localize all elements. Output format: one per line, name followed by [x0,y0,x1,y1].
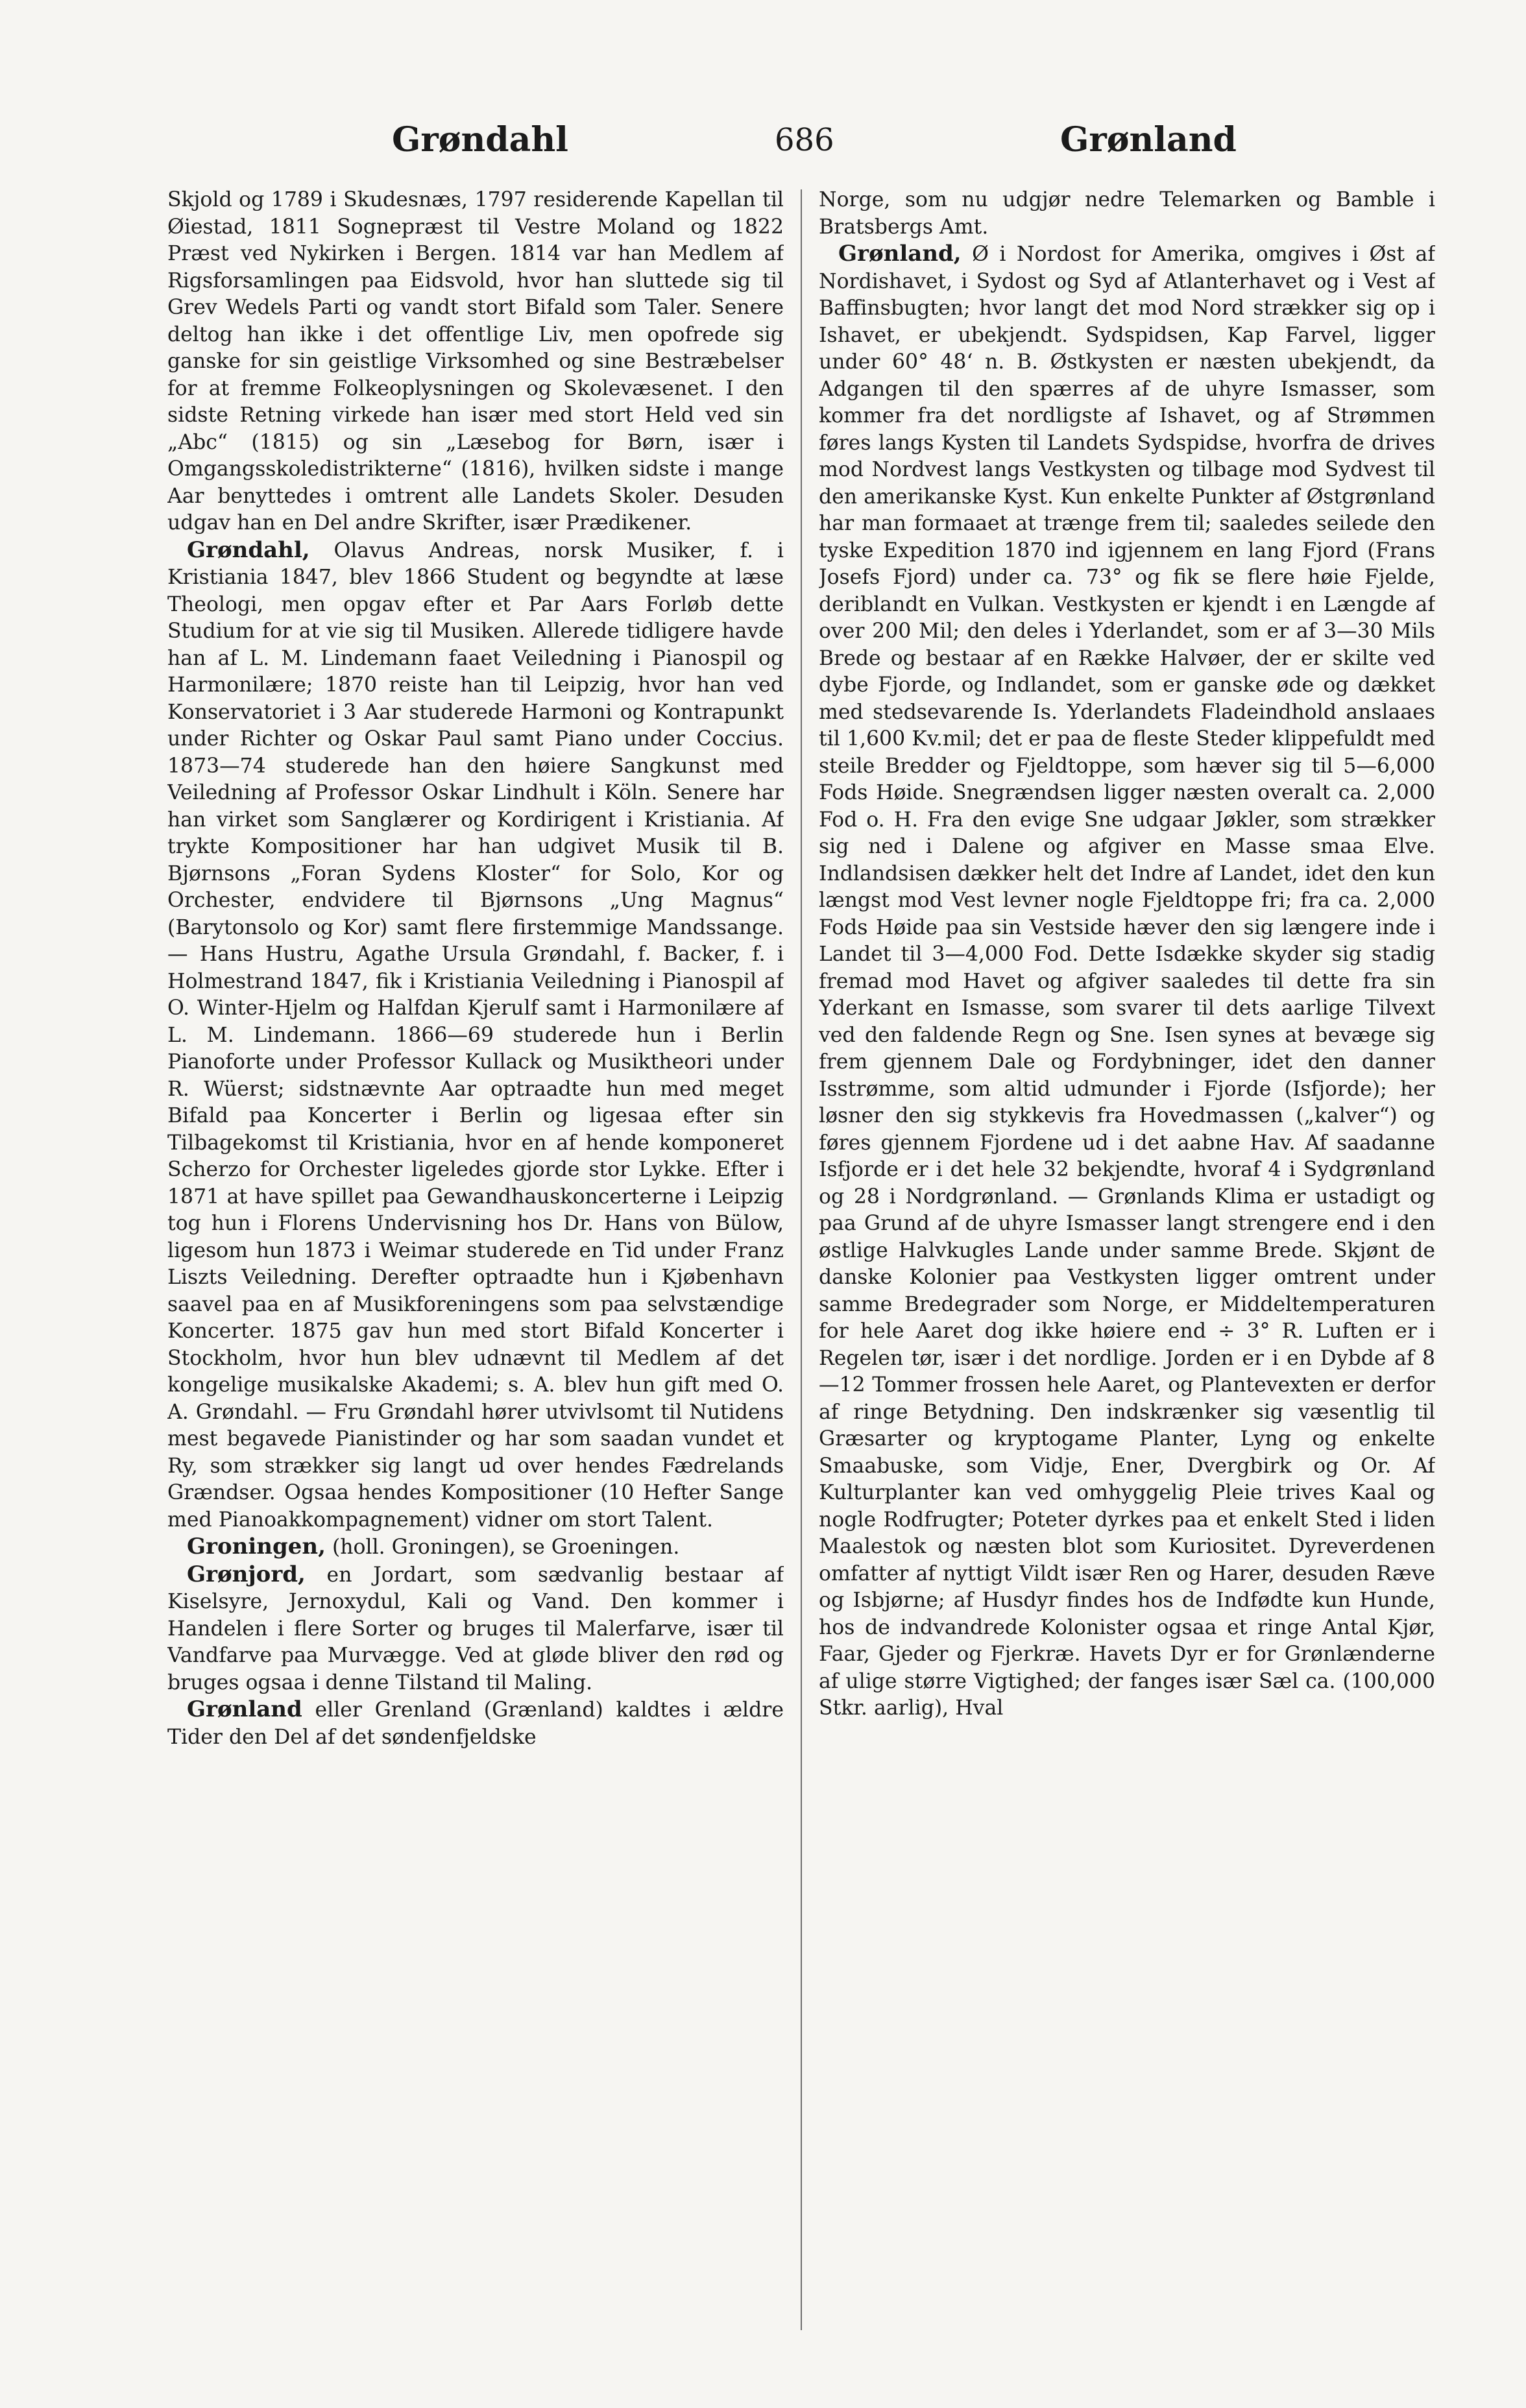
entry-gronland-district [167,1696,784,1751]
entry-body: (holl. Groningen), se Groeningen. [332,1535,680,1559]
right-column [819,187,1435,2341]
entry-gronland-island [819,241,1435,1722]
entry-headword: Grønjord, [187,1561,306,1587]
entry-groningen [167,1534,784,1561]
entry-continuation [167,187,784,537]
header-left-guideword: Grøndahl [392,120,568,160]
entry-body: Skjold og 1789 i Skudesnæs, 1797 residerende Kapellan til Øiestad, 1811 Sognepræst til Vestre Moland og 1822 Præst ved Nykirken i Bergen. 1814 var han Medlem af Rigsforsamlingen paa Eidsvold, hvor han sluttede sig til Grev Wedels Parti og vandt stort Bifald som Taler. Senere deltog han ikke i det offentlige Liv, men opofrede sig ganske for sin geistlige Virksomhed og sine Bestræbelser for at fremme Folkeoplysningen og Skolevæsenet. I den sidste Retning virkede han især med stort Held ved sin „Abc“ (1815) og sin „Læsebog for Børn, især i Omgangsskoledistrikterne“ (1816), hvilken sidste i mange Aar benyttedes i omtrent alle Landets Skoler. Desuden udgav han en Del andre Skrifter, især Prædikener. [167,188,784,535]
header-right-guideword: Grønland [1060,120,1237,160]
entry-body: Ø i Nordost for Amerika, omgives i Øst af Nordishavet, i Sydost og Syd af Atlanterhavet og i Vest af Baffinsbugten; hvor langt det mod Nord strækker sig op i Ishavet, er ubekjendt. Sydspidsen, Kap Farvel, ligger under 60° 48‘ n. B. Østkysten er næsten ubekjendt, da Adgangen til den spærres af de uhyre Ismasser, som kommer fra det nordligste af Ishavet, og af Strømmen føres langs Kysten til Landets Sydspidse, hvorfra de drives mod Nordvest langs Vestkysten og tilbage mod Sydvest til den amerikanske Kyst. Kun enkelte Punkter af Østgrønland har man formaaet at trænge frem til; saaledes seilede den tyske Expedition 1870 ind igjennem en lang Fjord (Frans Josefs Fjord) under ca. 73° og fik se flere høie Fjelde, deriblandt en Vulkan. Vestkysten er kjendt i en Længde af over 200 Mil; den deles i Yderlandet, som er af 3—30 Mils Brede og bestaar af en Række Halvøer, der er skilte ved dybe Fjorde, og Indlandet, som er ganske øde og dækket med stedsevarende Is. Yderlandets Fladeindhold anslaaes til 1,600 Kv.mil; det er paa de fleste Steder klippefuldt med steile Bredder og Fjeldtoppe, som hæver sig til 5—6,000 Fods Høide. Snegrændsen ligger næsten overalt ca. 2,000 Fod o. H. Fra den evige Sne udgaar Jøkler, som strækker sig ned i Dalene og afgiver en Masse smaa Elve. Indlandsisen dækker helt det Indre af Landet, idet den kun længst mod Vest levner nogle Fjeldtoppe fri; fra ca. 2,000 Fods Høide paa sin Vestside hæver den sig længere inde i Landet til 3—4,000 Fod. Dette Isdække skyder sig stadig fremad mod Havet og afgiver saaledes til dette fra sin Yderkant en Ismasse, som svarer til dets aarlige Tilvext ved den faldende Regn og Sne. Isen synes at bevæge sig frem gjennem Dale og Fordybninger, idet den danner Isstrømme, som altid udmunder i Fjorde (Isfjorde); her løsner den sig stykkevis fra Hovedmassen („kalver“) og føres gjennem Fjordene ud i det aabne Hav. Af saadanne Isfjorde er i det hele 32 bekjendte, hvoraf 4 i Sydgrønland og 28 i Nordgrønland. — Grønlands Klima er ustadigt og paa Grund af de uhyre Ismasser langt strengere end i den østlige Halvkugles Lande under samme Brede. Skjønt de danske Kolonier paa Vestkysten ligger omtrent under samme Bredegrader som Norge, er Middeltemperaturen for hele Aaret dog ikke høiere end ÷ 3° R. Luften er i Regelen tør, især i det nordlige. Jorden er i en Dybde af 8—12 Tommer frossen hele Aaret, og Plantevexten er derfor af ringe Betydning. Den indskrænker sig væsentlig til Græsarter og kryptogame Planter, Lyng og enkelte Smaabuske, som Vidje, Ener, Dvergbirk og Or. Af Kulturplanter kan ved omhyggelig Pleie trives Kaal og nogle Rodfrugter; Poteter dyrkes paa et enkelt Sted i liden Maalestok og næsten blot som Kuriositet. Dyreverdenen omfatter af nyttigt Vildt især Ren og Harer, desuden Ræve og Isbjørne; af Husdyr findes hos de Indfødte kun Hunde, hos de indvandrede Kolonister ogsaa et ringe Antal Kjør, Faar, Gjeder og Fjerkræ. Havets Dyr er for Grønlænderne af ulige større Vigtighed; der fanges især Sæl ca. (100,000 Stkr. aarlig), Hval [819,243,1435,1720]
entry-headword: Grønland [187,1696,302,1722]
page-number: 686 [775,122,834,158]
entry-continuation [819,187,1435,241]
column-divider [801,189,802,2330]
entry-grondahl [167,537,784,1534]
left-column [167,187,784,2341]
running-head [165,114,1398,166]
entry-body: en Jordart, som sædvanlig bestaar af Kiselsyre, Jernoxydul, Kali og Vand. Den kommer i Handelen i flere Sorter og bruges til Malerfarve, især til Vandfarve paa Murvægge. Ved at gløde bliver den rød og bruges ogsaa i denne Tilstand til Maling. [167,1563,784,1694]
entry-headword: Grøndahl, [187,536,310,563]
entry-gronjord [167,1561,784,1697]
entry-body: eller Grenland (Grænland) kaldtes i ældre Tider den Del af det søndenfjeldske [167,1698,784,1749]
entry-body: Olavus Andreas, norsk Musiker, f. i Kristiania 1847, blev 1866 Student og begyndte at læse Theologi, men opgav efter et Par Aars Forløb dette Studium for at vie sig til Musiken. Allerede tidligere havde han af L. M. Lindemann faaet Veiledning i Pianospil og Harmonilære; 1870 reiste han til Leipzig, hvor han ved Konservatoriet i 3 Aar studerede Harmoni og Kontrapunkt under Richter og Oskar Paul samt Piano under Coccius. 1873—74 studerede han den høiere Sangkunst med Veiledning af Professor Oskar Lindhult i Köln. Senere har han virket som Sanglærer og Kordirigent i Kristiania. Af trykte Kompositioner har han udgivet Musik til B. Bjørnsons „Foran Sydens Kloster“ for Solo, Kor og Orchester, endvidere til Bjørnsons „Ung Magnus“ (Barytonsolo og Kor) samt flere firstemmige Mandssange. — Hans Hustru, Agathe Ursula Grøndahl, f. Backer, f. i Holmestrand 1847, fik i Kristiania Veiledning i Pianospil af O. Winter-Hjelm og Halfdan Kjerulf samt i Harmonilære af L. M. Lindemann. 1866—69 studerede hun i Berlin Pianoforte under Professor Kullack og Musiktheori under R. Wüerst; sidstnævnte Aar optraadte hun med meget Bifald paa Koncerter i Berlin og ligesaa efter sin Tilbagekomst til Kristiania, hvor en af hende komponeret Scherzo for Orchester ligeledes gjorde stor Lykke. Efter i 1871 at have spillet paa Gewandhauskoncerterne i Leipzig tog hun i Florens Undervisning hos Dr. Hans von Bülow, ligesom hun 1873 i Weimar studerede en Tid under Franz Liszts Veiledning. Derefter optraadte hun i Kjøbenhavn saavel paa en af Musikforeningens som paa selvstændige Koncerter. 1875 gav hun med stort Bifald Koncerter i Stockholm, hvor hun blev udnævnt til Medlem af det kongelige musikalske Akademi; s. A. blev hun gift med O. A. Grøndahl. — Fru Grøndahl hører utvivlsomt til Nutidens mest begavede Pianistinder og har som saadan vundet et Ry, som strækker sig langt ud over hendes Fædrelands Grændser. Ogsaa hendes Kompositioner (10 Hefter Sange med Pianoakkompagnement) vidner om stort Talent. [167,538,784,1532]
entry-body: Norge, som nu udgjør nedre Telemarken og Bamble i Bratsbergs Amt. [819,188,1435,239]
entry-headword: Groningen, [187,1534,326,1559]
entry-headword: Grønland, [838,241,962,267]
